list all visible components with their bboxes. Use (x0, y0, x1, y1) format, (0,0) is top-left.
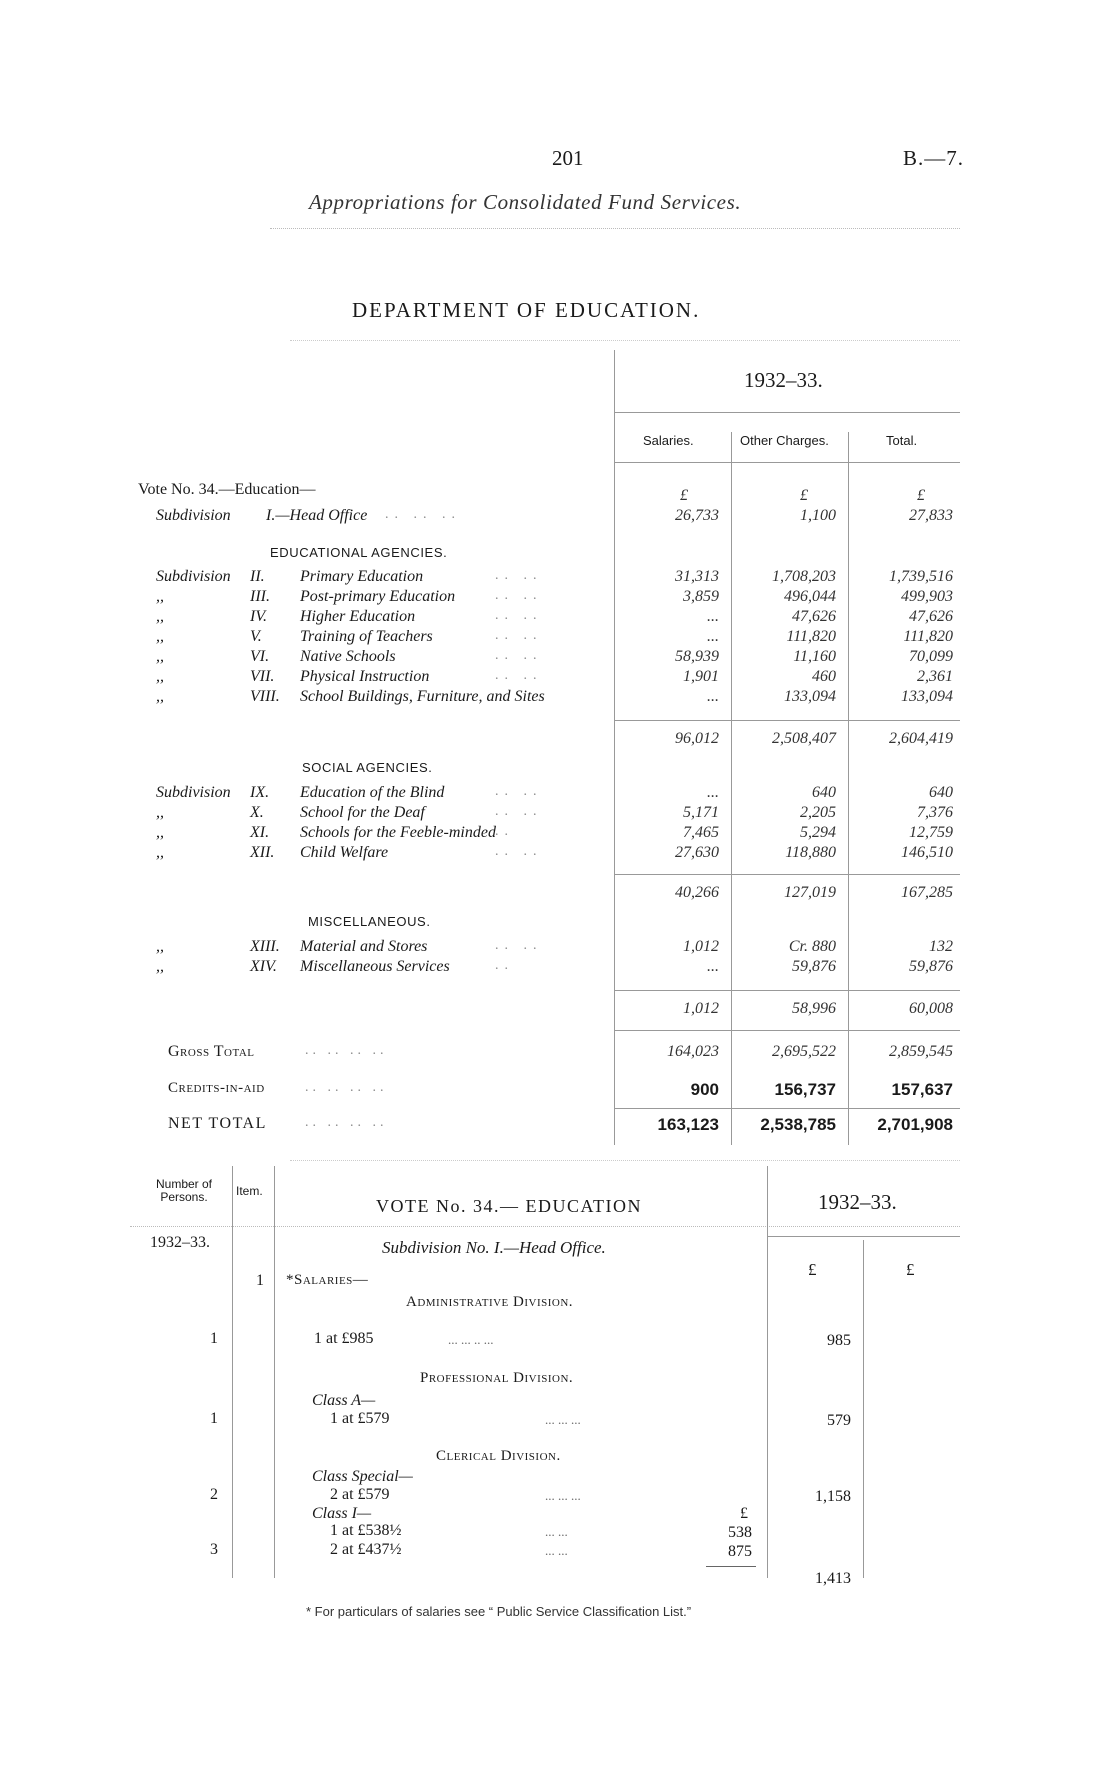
gross-total-label: Gross Total (168, 1043, 255, 1060)
row-number: XII. (250, 844, 275, 861)
value-salaries: 1,012 (683, 938, 719, 955)
row-label: Miscellaneous Services (300, 958, 450, 975)
summary-year: 1932–33. (744, 368, 823, 392)
leader-dots: .. .. (495, 568, 543, 583)
row-label-head-office: I.—Head Office (266, 507, 368, 524)
value-total: 47,626 (909, 608, 953, 625)
persons-count: 3 (210, 1541, 218, 1558)
row-prefix: ,, (156, 588, 164, 605)
credits-other-charges: 156,737 (774, 1080, 836, 1099)
value-total: 2,361 (917, 668, 953, 685)
net-total-total: 2,701,908 (877, 1115, 953, 1134)
header-rule (614, 462, 960, 463)
row-label: Training of Teachers (300, 628, 433, 645)
credits-salaries: 900 (690, 1080, 719, 1099)
value-other-charges: 5,294 (800, 824, 836, 841)
row-label: School Buildings, Furniture, and Sites (300, 688, 545, 705)
row-number: II. (250, 568, 265, 585)
leader-dots: ... ... .. ... (448, 1332, 494, 1347)
persons-count: 2 (210, 1486, 218, 1503)
row-prefix: ,, (156, 668, 164, 685)
row-prefix: ,, (156, 938, 164, 955)
subtotal-other-charges: 127,019 (784, 884, 836, 901)
row-number: IV. (250, 608, 268, 625)
leader-dots: .. .. (495, 588, 543, 603)
amount-value: 1,413 (815, 1570, 851, 1587)
row-label: Primary Education (300, 568, 424, 585)
row-prefix: Subdivision (156, 568, 231, 585)
total-rule (614, 1030, 960, 1031)
vote-column-rule-totals (863, 1240, 864, 1578)
value-other-charges: 640 (812, 784, 836, 801)
item-number: 1 (256, 1272, 264, 1289)
credits-total: 157,637 (891, 1080, 953, 1099)
value-salaries: 7,465 (683, 824, 719, 841)
leader-dots: .. .. .. .. (305, 1080, 388, 1095)
currency-symbol: £ (800, 487, 808, 504)
department-title: DEPARTMENT OF EDUCATION. (352, 298, 701, 322)
class-label: Class Special— (312, 1468, 413, 1485)
leader-dots: .. .. .. .. (305, 1043, 388, 1058)
leader-dots: .. .. (495, 668, 543, 683)
value-other-charges: 133,094 (784, 688, 836, 705)
value-total: 640 (929, 784, 953, 801)
value-other-charges: 59,876 (792, 958, 836, 975)
row-number: III. (250, 588, 270, 605)
divider (270, 228, 960, 229)
row-number: X. (250, 804, 264, 821)
professional-division-heading: Professional Division. (420, 1370, 574, 1386)
row-prefix: Subdivision (156, 784, 231, 801)
value-total: 59,876 (909, 958, 953, 975)
amount-value: 985 (827, 1332, 851, 1349)
row-label: School for the Deaf (300, 804, 425, 821)
value-salaries: 3,859 (683, 588, 719, 605)
value-salaries: ... (707, 628, 719, 645)
value-other-charges: 460 (812, 668, 836, 685)
year-rule (614, 412, 960, 413)
section-heading-educational: EDUCATIONAL AGENCIES. (270, 545, 448, 560)
value-other-charges: 1,100 (800, 507, 836, 524)
row-label: Child Welfare (300, 844, 389, 861)
leader-dots: .. .. (495, 938, 543, 953)
table-bottom-rule (290, 1160, 960, 1161)
currency-symbol: £ (906, 1260, 915, 1279)
value-other-charges: 118,880 (785, 844, 836, 861)
vote-year: 1932–33. (818, 1190, 897, 1214)
salary-line: 1 at £538½ (330, 1522, 402, 1539)
net-total-salaries: 163,123 (657, 1115, 719, 1134)
vote-column-rule-amounts (767, 1166, 768, 1578)
table-top-rule (290, 340, 960, 341)
value-total: 7,376 (917, 804, 953, 821)
value-total: 12,759 (909, 824, 953, 841)
row-prefix: ,, (156, 824, 164, 841)
value-total: 499,903 (901, 588, 953, 605)
leader-dots: .. .. (495, 844, 543, 859)
vote-year-rule (767, 1236, 960, 1237)
subtotal-other-charges: 58,996 (792, 1000, 836, 1017)
value-total: 132 (929, 938, 953, 955)
row-prefix: ,, (156, 958, 164, 975)
subtotal-salaries: 96,012 (675, 730, 719, 747)
column-header-number-of-persons: Number of Persons. (155, 1177, 213, 1204)
leader-dots: .. .. (495, 804, 543, 819)
amount-value: 1,158 (815, 1488, 851, 1505)
amount-value: 579 (827, 1412, 851, 1429)
gross-total-total: 2,859,545 (889, 1043, 953, 1060)
row-label: Physical Instruction (300, 668, 430, 685)
row-number: XIII. (250, 938, 280, 955)
column-header-item: Item. (236, 1184, 263, 1198)
value-salaries: 5,171 (683, 804, 719, 821)
value-salaries: 27,630 (675, 844, 719, 861)
row-number: XIV. (250, 958, 277, 975)
subtotal-rule (614, 874, 960, 875)
value-other-charges: 2,205 (800, 804, 836, 821)
amount-value: 538 (728, 1524, 752, 1541)
leader-dots: .. .. (495, 628, 543, 643)
value-total: 1,739,516 (889, 568, 953, 585)
salary-line: 2 at £437½ (330, 1541, 402, 1558)
row-label: Schools for the Feeble-minded (300, 824, 496, 841)
sum-rule (706, 1566, 756, 1567)
row-prefix: ,, (156, 688, 164, 705)
value-salaries: 58,939 (675, 648, 719, 665)
subtotal-total: 60,008 (909, 1000, 953, 1017)
subtotal-total: 167,285 (901, 884, 953, 901)
persons-count: 1 (210, 1410, 218, 1427)
value-total: 146,510 (901, 844, 953, 861)
subtotal-salaries: 40,266 (675, 884, 719, 901)
leader-dots: .. (495, 958, 514, 973)
value-other-charges: 111,820 (786, 628, 836, 645)
value-other-charges: 1,708,203 (772, 568, 836, 585)
value-total: 70,099 (909, 648, 953, 665)
leader-dots: .. .. .. .. (305, 1115, 388, 1130)
leader-dots: .. .. (495, 648, 543, 663)
vote-column-rule-persons (232, 1166, 233, 1578)
row-number: VIII. (250, 688, 280, 705)
leader-dots: .. (495, 824, 514, 839)
row-prefix: ,, (156, 804, 164, 821)
value-other-charges: Cr. 880 (788, 938, 836, 955)
value-salaries: ... (707, 958, 719, 975)
administrative-division-heading: Administrative Division. (406, 1294, 574, 1310)
leader-dots: ... ... ... (545, 1488, 581, 1503)
leader-dots: ... ... ... (545, 1412, 581, 1427)
value-other-charges: 11,160 (793, 648, 836, 665)
leader-dots: ... ... (545, 1543, 568, 1558)
row-label: Education of the Blind (300, 784, 445, 801)
salary-line: 1 at £579 (330, 1410, 390, 1427)
row-number: VII. (250, 668, 275, 685)
row-prefix: ,, (156, 648, 164, 665)
row-number: VI. (250, 648, 270, 665)
vote-column-rule-item (274, 1166, 275, 1578)
amount-value: 875 (728, 1543, 752, 1560)
row-number: V. (250, 628, 262, 645)
column-header-salaries: Salaries. (643, 433, 694, 448)
leader-dots: .. .. (495, 608, 543, 623)
value-salaries: 31,313 (675, 568, 719, 585)
subtotal-rule (614, 990, 960, 991)
row-label: Native Schools (300, 648, 396, 665)
value-salaries: ... (707, 688, 719, 705)
subtotal-total: 2,604,419 (889, 730, 953, 747)
leader-dots: ... ... (545, 1524, 568, 1539)
class-label: Class I— (312, 1505, 372, 1522)
row-prefix: ,, (156, 844, 164, 861)
row-label: Material and Stores (300, 938, 428, 955)
column-header-other-charges: Other Charges. (740, 433, 829, 448)
credits-in-aid-label: Credits-in-aid (168, 1080, 265, 1096)
row-label: Post-primary Education (300, 588, 456, 605)
value-salaries: 1,901 (683, 668, 719, 685)
value-other-charges: 47,626 (792, 608, 836, 625)
net-total-other-charges: 2,538,785 (760, 1115, 836, 1134)
footnote: * For particulars of salaries see “ Public Service Classification List.” (306, 1604, 692, 1619)
document-reference: B.—7. (903, 146, 965, 170)
leader-dots: .. .. (495, 784, 543, 799)
value-total: 111,820 (903, 628, 953, 645)
value-salaries: 26,733 (675, 507, 719, 524)
currency-symbol: £ (740, 1505, 748, 1522)
section-heading-misc: MISCELLANEOUS. (308, 914, 431, 929)
row-label: Higher Education (300, 608, 416, 625)
value-total: 27,833 (909, 507, 953, 524)
salary-line: 1 at £985 (314, 1330, 374, 1347)
net-rule (614, 1108, 960, 1109)
currency-symbol: £ (680, 487, 688, 504)
subdivision-title: Subdivision No. I.—Head Office. (382, 1238, 606, 1257)
subtotal-other-charges: 2,508,407 (772, 730, 836, 747)
page-subtitle: Appropriations for Consolidated Fund Services. (309, 190, 742, 214)
gross-total-salaries: 164,023 (667, 1043, 719, 1060)
row-prefix: Subdivision (156, 507, 231, 524)
vote-label: Vote No. 34.—Education— (138, 481, 316, 498)
row-prefix: ,, (156, 628, 164, 645)
salaries-heading: *Salaries— (286, 1272, 369, 1288)
value-total: 133,094 (901, 688, 953, 705)
net-total-label: NET TOTAL (168, 1115, 267, 1132)
value-other-charges: 496,044 (784, 588, 836, 605)
currency-symbol: £ (917, 487, 925, 504)
leader-dots: .. .. .. (385, 507, 461, 522)
subtotal-rule (614, 720, 960, 721)
gross-total-other-charges: 2,695,522 (772, 1043, 836, 1060)
clerical-division-heading: Clerical Division. (436, 1448, 561, 1464)
page-number: 201 (552, 146, 584, 170)
vote-title: VOTE No. 34.— EDUCATION (376, 1196, 642, 1216)
subtotal-salaries: 1,012 (683, 1000, 719, 1017)
class-label: Class A— (312, 1392, 376, 1409)
value-salaries: ... (707, 608, 719, 625)
row-prefix: ,, (156, 608, 164, 625)
vote-top-rule (130, 1226, 960, 1227)
section-heading-social: SOCIAL AGENCIES. (302, 760, 433, 775)
column-header-total: Total. (886, 433, 918, 448)
row-number: XI. (250, 824, 270, 841)
persons-count: 1 (210, 1330, 218, 1347)
salary-line: 2 at £579 (330, 1486, 390, 1503)
currency-symbol: £ (808, 1260, 817, 1279)
row-number: IX. (250, 784, 270, 801)
value-salaries: ... (707, 784, 719, 801)
vote-year-left: 1932–33. (150, 1234, 210, 1251)
